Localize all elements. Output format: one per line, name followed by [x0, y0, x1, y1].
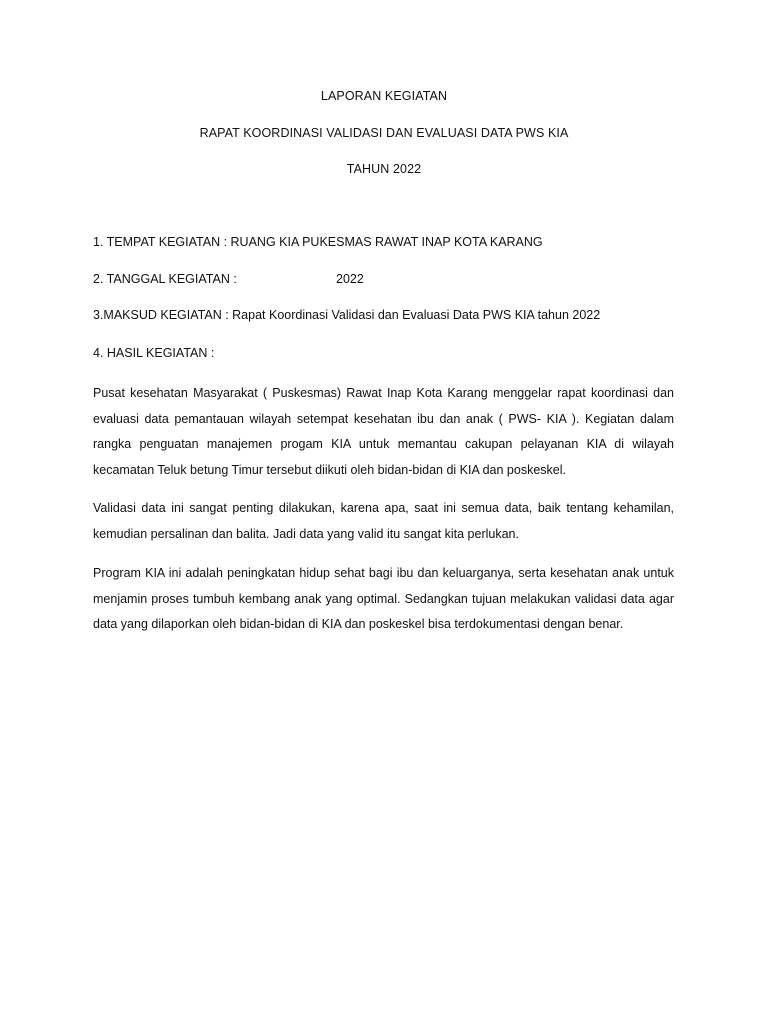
field-maksud-kegiatan: 3.MAKSUD KEGIATAN : Rapat Koordinasi Validasi dan Evaluasi Data PWS KIA tahun 2022 [93, 308, 601, 322]
paragraph-1: Pusat kesehatan Masyarakat ( Puskesmas) Rawat Inap Kota Karang menggelar rapat koordinasi dan evaluasi data pemantauan wilayah setempat kesehatan ibu dan anak ( PWS- KIA ). Kegiatan dalam rangka penguatan manajemen progam KIA untuk memantau cakupan pelayanan KIA di wilayah kecamatan Teluk betung Timur tersebut diikuti oleh bidan-bidan di KIA dan poskeskel. [93, 386, 674, 477]
field-tanggal-label: 2. TANGGAL KEGIATAN : [93, 272, 237, 286]
paragraph-2: Validasi data ini sangat penting dilakukan, karena apa, saat ini semua data, baik tentang kehamilan, kemudian persalinan dan balita. Jadi data yang valid itu sangat kita perlukan. [93, 501, 674, 541]
field-hasil-kegiatan: 4. HASIL KEGIATAN : [93, 346, 215, 360]
field-tanggal-value: 2022 [336, 272, 364, 286]
document-title: LAPORAN KEGIATAN [320, 89, 448, 103]
document-year: TAHUN 2022 [346, 162, 422, 176]
document-subtitle: RAPAT KOORDINASI VALIDASI DAN EVALUASI DATA PWS KIA [199, 126, 569, 140]
paragraph-3: Program KIA ini adalah peningkatan hidup sehat bagi ibu dan keluarganya, serta kesehatan anak untuk menjamin proses tumbuh kembang anak yang optimal. Sedangkan tujuan melakukan validasi data agar data yang dilaporkan oleh bidan-bidan di KIA dan poskeskel bisa terdokumentasi dengan benar. [93, 566, 674, 631]
field-tempat-kegiatan: 1. TEMPAT KEGIATAN : RUANG KIA PUKESMAS RAWAT INAP KOTA KARANG [93, 235, 543, 249]
